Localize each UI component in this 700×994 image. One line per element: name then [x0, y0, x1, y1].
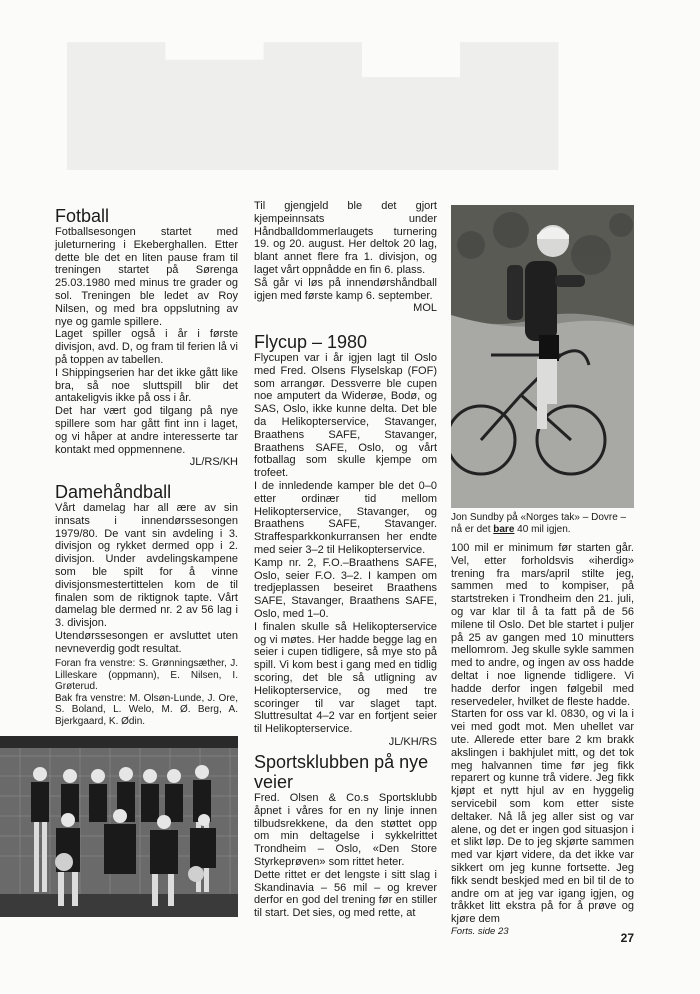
column-2-sportsklubben [254, 752, 437, 920]
team-photo [0, 736, 238, 917]
flycup-signature: JL/KH/RS [388, 735, 437, 748]
damehandball-heading: Damehåndball [55, 482, 172, 502]
column-2-flycup [254, 332, 437, 749]
faded-header-text: ▇▆▇▅▇ [70, 31, 562, 164]
team-caption-front: Foran fra venstre: S. Grønningsæther, J. Lilleskare (oppmann), E. Nilsen, I. Grøterud. [55, 658, 238, 693]
col3-paragraph-1: 100 mil er minimum før starten går. Vel, etter forholdsvis «iherdig» trening fra mars/april stilte jeg, sammen med to kompiser, på startstreken i Trondheim den 21. juli, og var klar til å ta fatt på de 56 milene til Oslo. Det ble startet i puljer på 25 av gangen med 10 minutters mellomrom. Jeg skulle sykle sammen med to andre, og ingen av oss hadde deltat i noe lignende tidligere. Vi hadde derfor ingen følgebil med reservedeler, hvilket de fleste hadde. [451, 542, 634, 708]
column-2 [254, 200, 437, 315]
cyclist-caption-line-2 [451, 524, 634, 536]
fotball-signature: JL/RS/KH [189, 456, 238, 469]
handball-cont-paragraph-1: Til gjengjeld ble det gjort kjempeinnsats under Håndballdommerlaugets turnering 19. og 20. august. Her deltok 20 lag, blant annet flere fra 1. divisjon, og laget vårt oppnådde en fin 6. plass. [254, 200, 437, 276]
col3-paragraph-2: Starten for oss var kl. 0830, og vi la i vei med godt mot. Men uhellet var ute. Allerede etter bare 2 km brakk akslingen i bakhjulet mitt, og det tok meg halvannen time før jeg fikk reparert og kunne trå videre. Jeg fikk kjøpt et nytt hjul av en hyggelig servicebil som kom etter siste deltaker. Nå lå jeg aller sist og var alene, og det er ingen god situasjon i et slikt løp. De to jeg skjørte sammen med var kjørt videre, da det ikke var sikkert om jeg kunne fortsette. Jeg fikk sendt beskjed med en bil til de to andre om at jeg var igang igjen, og tråkket litt ekstra på for å prøve og kjøre dem [451, 708, 634, 926]
fotball-paragraph-1: Fotballsesongen startet med juleturnering i Ekeberghallen. Etter dette ble det en liten pause fram til treningen startet på Sørenga 25.03.1980 med minus tre grader og sol. Treningen ble ledet av Roy Nilsen, og med bra oppslutning av nye og gamle spillere. [55, 226, 238, 328]
cyclist-caption-bold: bare [493, 523, 515, 535]
cyclist-photo-image [451, 205, 634, 508]
damehandball-paragraph-2: Utendørssesongen er avsluttet uten nevneverdig godt resultat. [55, 629, 238, 655]
flycup-paragraph-4: I finalen skulle så Helikopterservice og vi møtes. Her hadde begge lag en seier i cupen tidligere, så mye sto på spill. Vi kom best i gang med en tidlig scoring, det ble så utligning av Helikopterservice, og med tre scoringer til var slaget tapt. Sluttresultat 4–2 var en fortjent seier til Helikopterservice. [254, 620, 437, 736]
handball-cont-paragraph-2: Så går vi løs på innendørshåndball igjen med første kamp 6. september. [254, 276, 437, 302]
column-1 [55, 206, 238, 469]
sportsklubben-paragraph-1: Fred. Olsen & Co.s Sportsklubb åpnet i våres for en ny linje innen tilbudsrekkene, da den støttet opp om min deltagelse i sykkelrittet Trondheim – Oslo, «Den Store Styrkeprøven» som rittet heter. [254, 792, 437, 868]
handball-signature: MOL [413, 302, 437, 315]
team-photo-image [0, 736, 238, 917]
cyclist-caption-post: 40 mil igjen. [514, 523, 571, 535]
sportsklubben-heading: Sportsklubben på nye veier [254, 752, 429, 792]
fotball-paragraph-3: I Shippingserien har det ikke gått like bra, så noe sluttspill blir det antakeligvis ikke på oss i år. [55, 366, 238, 405]
team-photo-caption [55, 658, 238, 728]
column-1-handball [55, 482, 238, 656]
fotball-paragraph-4: Det har vært god tilgang på nye spillere som har gått fint inn i laget, og vi håper at andre interesserte tar kontakt med oppmennene. [55, 405, 238, 456]
faded-header-art [0, 0, 700, 200]
flycup-paragraph-3: Kamp nr. 2, F.O.–Braathens SAFE, Oslo, seier F.O. 3–2. I kampen om tredjeplassen beseiret Braathens SAFE, Stavanger, Braathens SAFE, Oslo, med 1–0. [254, 556, 437, 620]
flycup-paragraph-2: I de innledende kamper ble det 0–0 etter ordinær tid mellom Helikopterservice, Stavanger, og Braathens SAFE, Stavanger. Straffesparkkonkurransen her endte med seier 3–2 til Helikopterservice. [254, 479, 437, 556]
damehandball-paragraph-1: Vårt damelag har all ære av sin innsats i innendørssesongen 1979/80. De vant sin avdeling i 3. divisjon og rykket dermed opp i 2. divisjon. Under avdelingskampene som ble spilt for å vinne divisjonsmestertittelen kom de til finalen som de riktignok tapte. Vårt damelag ble dermed nr. 2 av 56 lag i 3. divisjon. [55, 502, 238, 630]
team-caption-back: Bak fra venstre: M. Olsøn-Lunde, J. Ore, S. Boland, L. Welo, M. Ø. Berg, A. Bjerkgaard, K. Ødin. [55, 692, 238, 727]
cyclist-caption [451, 512, 634, 535]
page-number: 27 [620, 931, 634, 945]
column-3 [451, 542, 634, 939]
flycup-paragraph-1: Flycupen var i år igjen lagt til Oslo med Fred. Olsens Flyselskap (FOF) som arrangør. Dessverre ble cupen noe amputert da Widerøe, Bodø, og SAS, Oslo, ikke kunne delta. Det ble da Helikopterservice, Stavanger, Braathens SAFE, Stavanger, Braathens SAFE, Oslo, og vårt fotballag som skulle kjempe om trofeet. [254, 352, 437, 480]
flycup-heading: Flycup – 1980 [254, 332, 368, 352]
cyclist-caption-line-1: Jon Sundby på «Norges tak» – Dovre – [451, 512, 627, 523]
cyclist-caption-pre: nå er det [451, 523, 494, 535]
continued-note: Forts. side 23 [451, 925, 509, 937]
cyclist-photo [451, 205, 634, 508]
fotball-paragraph-2: Laget spiller også i år i første divisjon, avd. D, og fram til ferien lå vi på toppen av tabellen. [55, 328, 238, 366]
sportsklubben-paragraph-2: Dette rittet er det lengste i sitt slag i Skandinavia – 56 mil – og krever derfor en god del trening før en stiller til start. Det sies, og med rette, at [254, 868, 437, 920]
fotball-heading: Fotball [55, 206, 110, 226]
